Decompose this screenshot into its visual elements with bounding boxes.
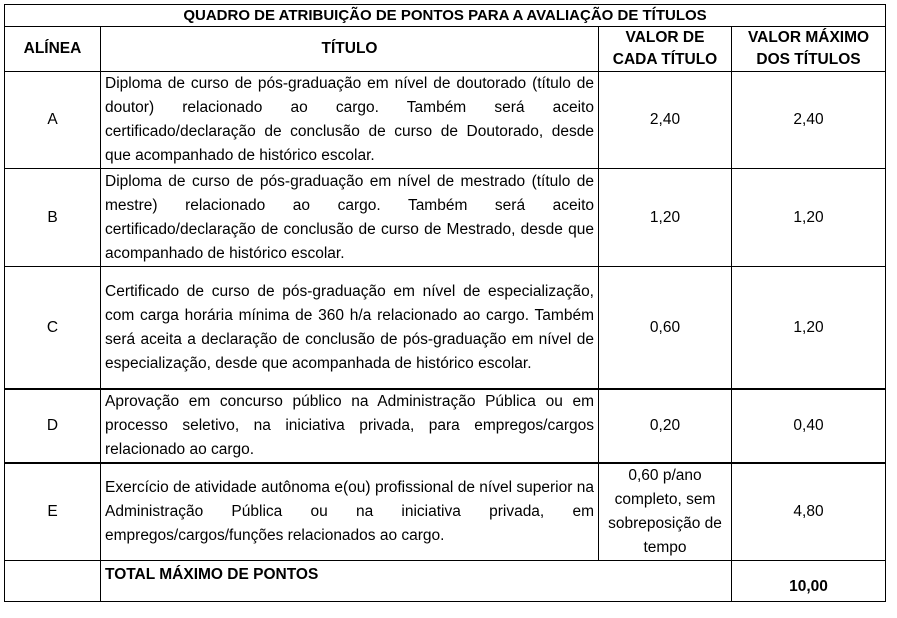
header-valor-cada: VALOR DE CADA TÍTULO — [599, 27, 732, 72]
cell-alinea: C — [5, 267, 101, 390]
cell-valor-cada: 2,40 — [599, 72, 732, 169]
total-row — [5, 561, 886, 602]
table-row — [5, 72, 886, 169]
cell-titulo: Certificado de curso de pós-graduação em nível de especialização, com carga horária mínima de 360 h/a relacionado ao cargo. Também será aceita a declaração de conclusão de pós-graduação em nível de especialização, desde que acompanhada de histórico escolar. — [101, 267, 599, 390]
header-titulo: TÍTULO — [101, 27, 599, 72]
table-row — [5, 389, 886, 463]
cell-valor-maximo: 0,40 — [732, 389, 886, 463]
total-label: TOTAL MÁXIMO DE PONTOS — [101, 561, 732, 602]
cell-alinea: D — [5, 389, 101, 463]
table-row — [5, 463, 886, 561]
cell-alinea: E — [5, 463, 101, 561]
cell-alinea: A — [5, 72, 101, 169]
points-table — [4, 4, 886, 602]
table-row — [5, 169, 886, 267]
cell-valor-maximo: 4,80 — [732, 463, 886, 561]
cell-valor-maximo: 2,40 — [732, 72, 886, 169]
table-header-row — [5, 27, 886, 72]
table-title: QUADRO DE ATRIBUIÇÃO DE PONTOS PARA A AVALIAÇÃO DE TÍTULOS — [5, 5, 886, 27]
total-spacer — [5, 561, 101, 602]
cell-alinea: B — [5, 169, 101, 267]
cell-valor-cada: 0,20 — [599, 389, 732, 463]
cell-valor-cada: 0,60 — [599, 267, 732, 390]
cell-titulo: Exercício de atividade autônoma e(ou) profissional de nível superior na Administração Pública ou na iniciativa privada, em empregos/cargos/funções relacionados ao cargo. — [101, 463, 599, 561]
header-alinea: ALÍNEA — [5, 27, 101, 72]
table-row — [5, 267, 886, 390]
cell-valor-maximo: 1,20 — [732, 267, 886, 390]
cell-valor-cada: 0,60 p/ano completo, sem sobreposição de tempo — [599, 463, 732, 561]
cell-titulo: Diploma de curso de pós-graduação em nível de doutorado (título de doutor) relacionado ao cargo. Também será aceito certificado/declaração de conclusão de curso de Doutorado, desde que acompanhado de histórico escolar. — [101, 72, 599, 169]
table-wrapper — [4, 4, 885, 602]
header-valor-maximo: VALOR MÁXIMO DOS TÍTULOS — [732, 27, 886, 72]
cell-titulo: Aprovação em concurso público na Administração Pública ou em processo seletivo, na iniciativa privada, para empregos/cargos relacionado ao cargo. — [101, 389, 599, 463]
cell-valor-cada: 1,20 — [599, 169, 732, 267]
table-title-row — [5, 5, 886, 27]
total-value: 10,00 — [732, 561, 886, 602]
cell-valor-maximo: 1,20 — [732, 169, 886, 267]
cell-titulo: Diploma de curso de pós-graduação em nível de mestrado (título de mestre) relacionado ao cargo. Também será aceito certificado/declaração de conclusão de curso de Mestrado, desde que acompanhado de histórico escolar. — [101, 169, 599, 267]
